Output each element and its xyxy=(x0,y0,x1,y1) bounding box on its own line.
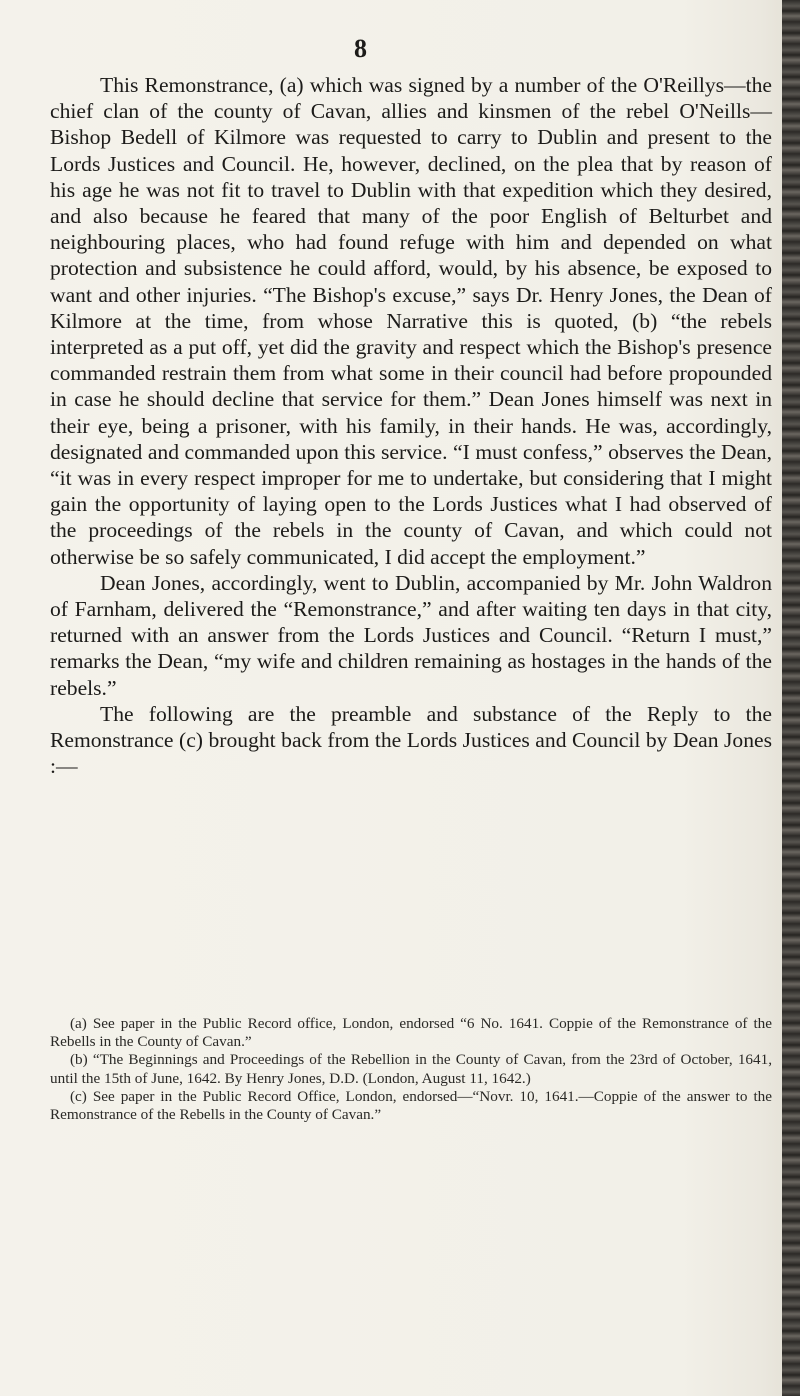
paragraph: This Remonstrance, (a) which was signed by a number of the O'Reillys—the chief clan of the county of Cavan, allies and kinsmen of the rebel O'Neills—Bishop Bedell of Kilmore was requested to carry to Dublin and present to the Lords Justices and Council. He, however, declined, on the plea that by reason of his age he was not fit to travel to Dublin with that expedition which they desired, and also because he feared that many of the poor English of Belturbet and neighbouring places, who had found refuge with him and depended on what protection and subsistence he could afford, would, by his absence, be exposed to want and other injuries. “The Bishop's excuse,” says Dr. Henry Jones, the Dean of Kilmore at the time, from whose Narrative this is quoted, (b) “the rebels interpreted as a put off, yet did the gravity and respect which the Bishop's presence commanded restrain them from what some in their council had before propounded in case he should decline that service for them.” Dean Jones himself was next in their eye, being a prisoner, with his family, in their hands. He was, accordingly, designated and commanded upon this service. “I must confess,” observes the Dean, “it was in every respect improper for me to undertake, but considering that I might gain the opportunity of laying open to the Lords Justices what I had observed of the proceedings of the rebels in the county of Cavan, and which could not otherwise be so safely communicated, I did accept the employment.” xyxy=(50,73,772,569)
page-edge-binding xyxy=(782,0,800,1396)
paragraph: Dean Jones, accordingly, went to Dublin, accompanied by Mr. John Waldron of Farnham, delivered the “Remonstrance,” and after waiting ten days in that city, returned with an answer from the Lords Justices and Council. “Return I must,” remarks the Dean, “my wife and children remaining as hostages in the hands of the rebels.” xyxy=(50,570,772,700)
footnote-a: (a) See paper in the Public Record office, London, endorsed “6 No. 1641. Coppie of the Remonstrance of the Rebells in the County of Cavan.” xyxy=(50,1015,772,1051)
page-number: 8 xyxy=(354,34,367,63)
footnote-b: (b) “The Beginnings and Proceedings of the Rebellion in the County of Cavan, from the 23rd of October, 1641, until the 15th of June, 1642. By Henry Jones, D.D. (London, August 11, 1642.) xyxy=(50,1051,772,1087)
footnotes xyxy=(50,1015,772,1124)
paragraph: The following are the preamble and substance of the Reply to the Remonstrance (c) brought back from the Lords Justices and Council by Dean Jones :— xyxy=(50,701,772,779)
footnote-c: (c) See paper in the Public Record Office, London, endorsed—“Novr. 10, 1641.—Coppie of the answer to the Remonstrance of the Rebells in the County of Cavan.” xyxy=(50,1087,772,1124)
main-text xyxy=(50,72,772,779)
